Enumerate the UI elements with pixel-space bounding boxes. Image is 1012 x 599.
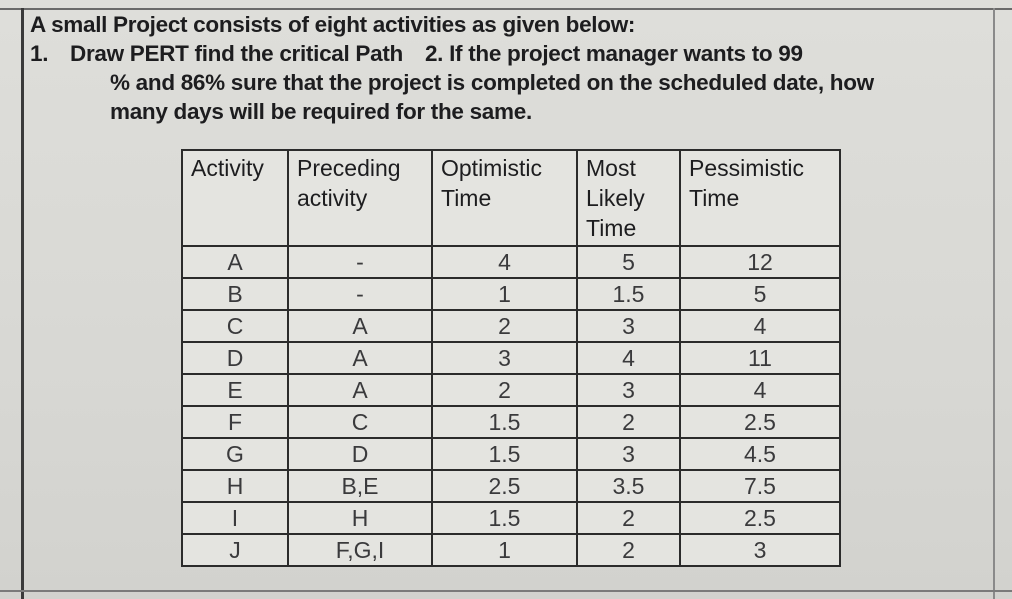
cell-optimistic: 2 — [432, 374, 577, 406]
header-optimistic — [432, 150, 577, 246]
header-most-likely — [577, 150, 680, 246]
cell-optimistic: 1.5 — [432, 406, 577, 438]
header-most-likely-line-1: Most — [586, 155, 636, 181]
cell-most-likely: 2 — [577, 534, 680, 566]
cell-pessimistic: 4 — [680, 310, 840, 342]
cell-activity: C — [182, 310, 288, 342]
header-preceding-line-1: Preceding — [297, 155, 401, 181]
header-pessimistic — [680, 150, 840, 246]
cell-most-likely: 3 — [577, 374, 680, 406]
cell-preceding: - — [288, 246, 432, 278]
cell-pessimistic: 2.5 — [680, 406, 840, 438]
cell-most-likely: 3 — [577, 438, 680, 470]
cell-optimistic: 1.5 — [432, 438, 577, 470]
cell-optimistic: 2 — [432, 310, 577, 342]
table-row — [182, 246, 840, 278]
table-row — [182, 278, 840, 310]
cell-pessimistic: 12 — [680, 246, 840, 278]
header-most-likely-line-2: Likely — [586, 185, 645, 211]
cell-preceding: A — [288, 374, 432, 406]
cell-most-likely: 2 — [577, 502, 680, 534]
cell-activity: G — [182, 438, 288, 470]
cell-activity: J — [182, 534, 288, 566]
cell-activity: H — [182, 470, 288, 502]
cell-optimistic: 2.5 — [432, 470, 577, 502]
cell-pessimistic: 7.5 — [680, 470, 840, 502]
cell-pessimistic: 3 — [680, 534, 840, 566]
cell-pessimistic: 2.5 — [680, 502, 840, 534]
frame-line-left — [21, 8, 24, 599]
cell-optimistic: 3 — [432, 342, 577, 374]
table-row — [182, 438, 840, 470]
cell-most-likely: 2 — [577, 406, 680, 438]
problem-statement — [30, 10, 990, 126]
cell-preceding: D — [288, 438, 432, 470]
header-pessimistic-line-1: Pessimistic — [689, 155, 805, 181]
table-row — [182, 534, 840, 566]
table-row — [182, 342, 840, 374]
header-most-likely-line-3: Time — [586, 215, 637, 241]
cell-activity: A — [182, 246, 288, 278]
header-activity — [182, 150, 288, 246]
cell-most-likely: 3 — [577, 310, 680, 342]
cell-pessimistic: 5 — [680, 278, 840, 310]
cell-optimistic: 1 — [432, 278, 577, 310]
header-activity-label: Activity — [191, 155, 264, 181]
cell-preceding: A — [288, 310, 432, 342]
cell-optimistic: 1 — [432, 534, 577, 566]
table-row — [182, 470, 840, 502]
cell-pessimistic: 4.5 — [680, 438, 840, 470]
frame-line-bottom — [0, 590, 1012, 592]
table-row — [182, 310, 840, 342]
cell-activity: D — [182, 342, 288, 374]
header-optimistic-line-2: Time — [441, 185, 492, 211]
cell-preceding: C — [288, 406, 432, 438]
header-optimistic-line-1: Optimistic — [441, 155, 542, 181]
cell-preceding: F,G,I — [288, 534, 432, 566]
cell-preceding: - — [288, 278, 432, 310]
table-row — [182, 502, 840, 534]
activity-table — [181, 149, 841, 567]
table-row — [182, 406, 840, 438]
cell-optimistic: 1.5 — [432, 502, 577, 534]
question-1-number: 1. — [30, 41, 49, 66]
cell-activity: B — [182, 278, 288, 310]
cell-most-likely: 1.5 — [577, 278, 680, 310]
cell-preceding: H — [288, 502, 432, 534]
cell-activity: F — [182, 406, 288, 438]
question-2-continuation-2: many days will be required for the same. — [110, 99, 532, 124]
cell-preceding: A — [288, 342, 432, 374]
cell-optimistic: 4 — [432, 246, 577, 278]
header-preceding — [288, 150, 432, 246]
cell-preceding: B,E — [288, 470, 432, 502]
cell-most-likely: 5 — [577, 246, 680, 278]
question-1-text: Draw PERT find the critical Path — [70, 41, 403, 66]
header-pessimistic-line-2: Time — [689, 185, 740, 211]
question-2-continuation-1: % and 86% sure that the project is completed on the scheduled date, how — [110, 70, 874, 95]
cell-most-likely: 4 — [577, 342, 680, 374]
header-preceding-line-2: activity — [297, 185, 368, 211]
table-row — [182, 374, 840, 406]
frame-line-right — [993, 8, 995, 599]
cell-activity: I — [182, 502, 288, 534]
cell-activity: E — [182, 374, 288, 406]
table-header-row — [182, 150, 840, 246]
question-2-number: 2. — [424, 41, 444, 66]
cell-pessimistic: 11 — [680, 342, 840, 374]
intro-text: A small Project consists of eight activities as given below: — [30, 12, 636, 37]
question-line — [30, 39, 990, 68]
cell-pessimistic: 4 — [680, 374, 840, 406]
question-2-text: If the project manager wants to 99 — [449, 41, 803, 66]
cell-most-likely: 3.5 — [577, 470, 680, 502]
